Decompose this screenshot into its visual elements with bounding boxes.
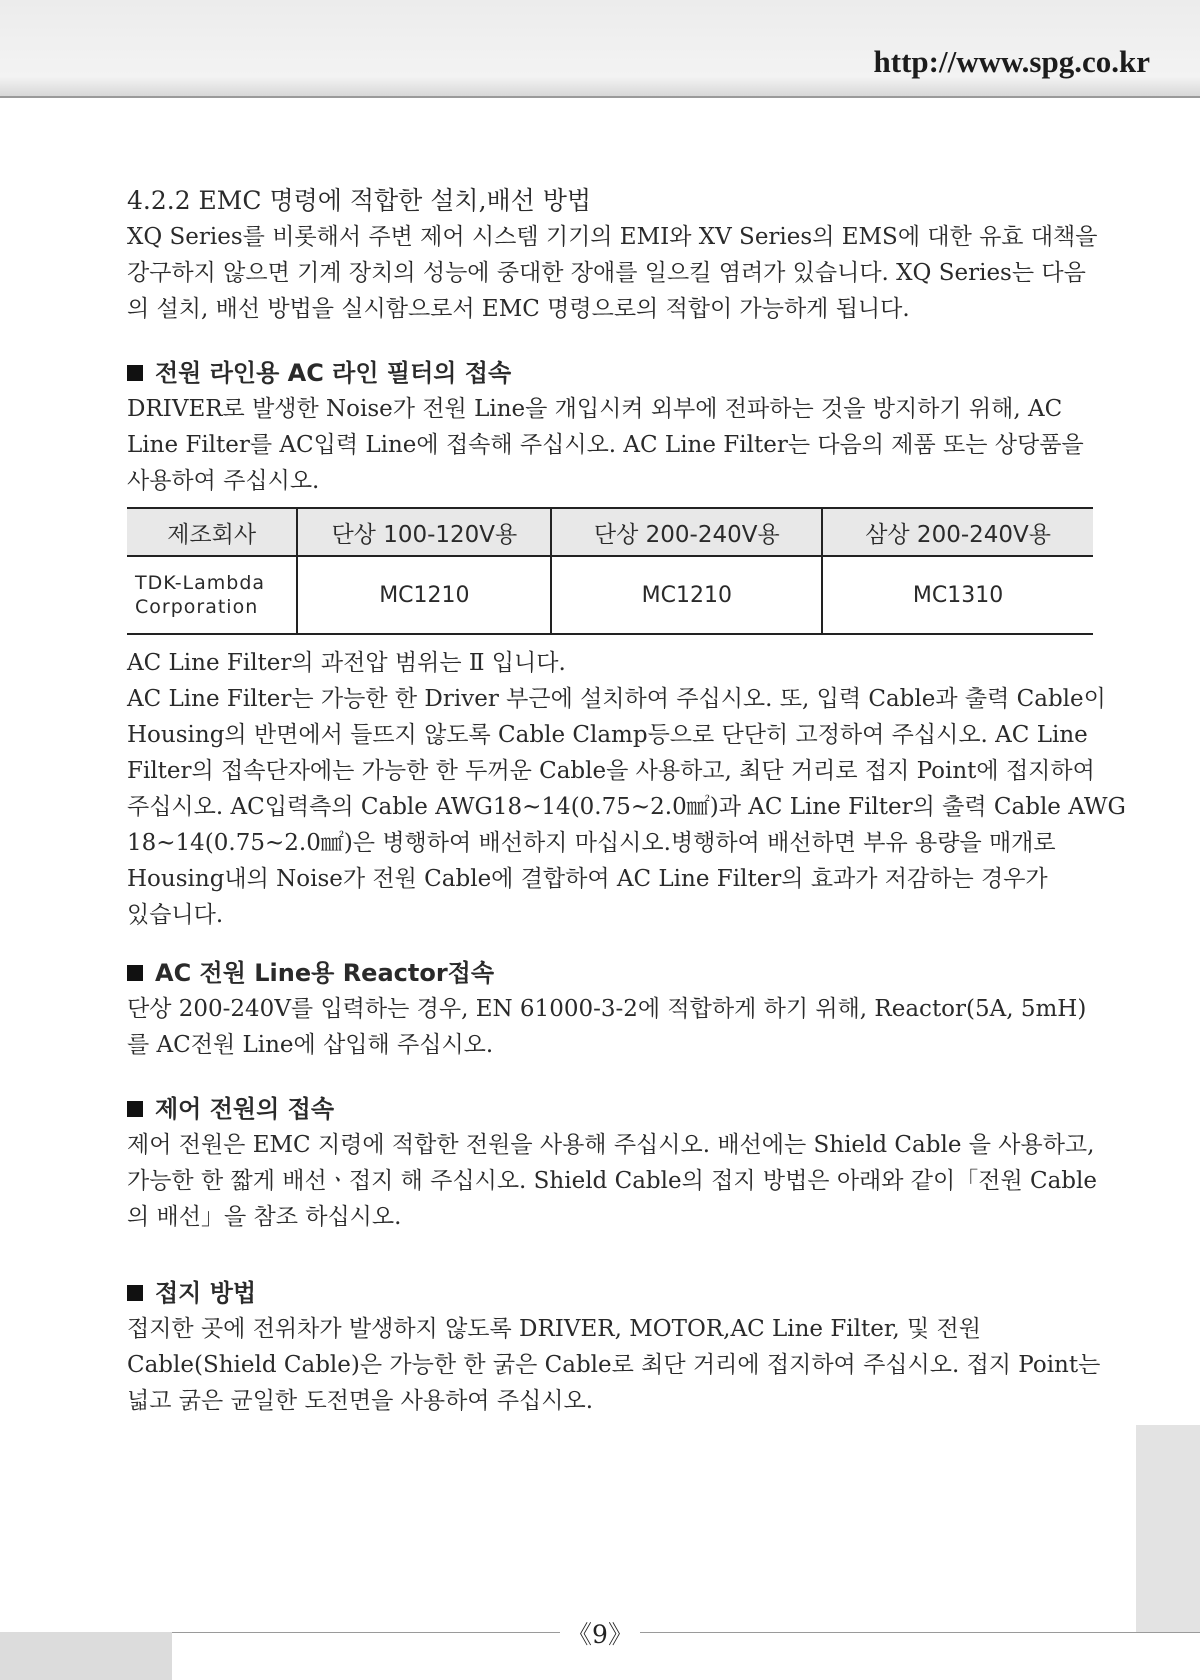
table-header-cell: 단상 100-120V용 xyxy=(297,508,551,556)
table-header-row xyxy=(127,508,1093,556)
square-bullet-icon xyxy=(127,1285,143,1301)
page-content xyxy=(127,183,1127,1419)
ground-heading-text: 접지 방법 xyxy=(155,1279,257,1307)
footer-divider xyxy=(172,1632,1200,1633)
square-bullet-icon xyxy=(127,965,143,981)
filter-heading xyxy=(127,355,1127,391)
ground-line: 넓고 굵은 균일한 도전면을 사용하여 주십시오. xyxy=(127,1388,594,1414)
table-header-cell: 단상 200-240V용 xyxy=(551,508,822,556)
filter-body-line: AC Line Filter의 과전압 범위는 Ⅱ 입니다. xyxy=(127,650,566,676)
intro-line: 의 설치, 배선 방법을 실시함으로서 EMC 명령으로의 적합이 가능하게 됩니다. xyxy=(127,296,910,322)
control-line: 의 배선」을 참조 하십시오. xyxy=(127,1204,402,1230)
square-bullet-icon xyxy=(127,1101,143,1117)
table-cell: MC1210 xyxy=(551,556,822,634)
filter-intro-line: 사용하여 주십시오. xyxy=(127,468,320,494)
page-number: 《9》 xyxy=(560,1615,640,1651)
reactor-heading-text: AC 전원 Line용 Reactor접속 xyxy=(155,959,495,987)
control-heading xyxy=(127,1091,1127,1127)
reactor-line: 를 AC전원 Line에 삽입해 주십시오. xyxy=(127,1032,494,1058)
filter-body-line: Filter의 접속단자에는 가능한 한 두꺼운 Cable을 사용하고, 최단 거리로 접지 Point에 접지하여 xyxy=(127,758,1095,784)
filter-body-line: 18~14(0.75~2.0㎟)은 병행하여 배선하지 마십시오.병행하여 배선하면 부유 용량을 매개로 xyxy=(127,830,1056,856)
intro-line: 강구하지 않으면 기계 장치의 성능에 중대한 장애를 일으킬 염려가 있습니다. XQ Series는 다음 xyxy=(127,260,1086,286)
filter-body-line: AC Line Filter는 가능한 한 Driver 부근에 설치하여 주십시오. 또, 입력 Cable과 출력 Cable이 xyxy=(127,686,1106,712)
table-row xyxy=(127,556,1093,634)
header-url: http://www.spg.co.kr xyxy=(873,44,1150,79)
reactor-line: 단상 200-240V를 입력하는 경우, EN 61000-3-2에 적합하게 하기 위해, Reactor(5A, 5mH) xyxy=(127,996,1087,1022)
table-cell: MC1310 xyxy=(822,556,1093,634)
filter-body-line: 주십시오. AC입력측의 Cable AWG18~14(0.75~2.0㎟)과 AC Line Filter의 출력 Cable AWG xyxy=(127,794,1126,820)
control-line: 제어 전원은 EMC 지령에 적합한 전원을 사용해 주십시오. 배선에는 Shield Cable 을 사용하고, xyxy=(127,1132,1095,1158)
filter-body-line: Housing의 반면에서 들뜨지 않도록 Cable Clamp등으로 단단히 고정하여 주십시오. AC Line xyxy=(127,722,1088,748)
filter-body-line: Housing내의 Noise가 전원 Cable에 결합하여 AC Line Filter의 효과가 저감하는 경우가 xyxy=(127,866,1048,892)
table-header-cell: 삼상 200-240V용 xyxy=(822,508,1093,556)
ground-line: Cable(Shield Cable)은 가능한 한 굵은 Cable로 최단 거리에 접지하여 주십시오. 접지 Point는 xyxy=(127,1352,1101,1378)
ground-line: 접지한 곳에 전위차가 발생하지 않도록 DRIVER, MOTOR,AC Line Filter, 및 전원 xyxy=(127,1316,981,1342)
filter-intro-line: Line Filter를 AC입력 Line에 접속해 주십시오. AC Line Filter는 다음의 제품 또는 상당품을 xyxy=(127,432,1084,458)
filter-heading-text: 전원 라인용 AC 라인 필터의 접속 xyxy=(155,359,512,387)
table-header-cell: 제조회사 xyxy=(127,508,297,556)
filter-table xyxy=(127,507,1093,635)
table-cell: MC1210 xyxy=(297,556,551,634)
maker-name: Corporation xyxy=(135,596,259,618)
footer-side-tab xyxy=(1136,1425,1200,1633)
reactor-heading xyxy=(127,955,1127,991)
section-title: 4.2.2 EMC 명령에 적합한 설치,배선 방법 xyxy=(127,186,592,215)
square-bullet-icon xyxy=(127,365,143,381)
ground-heading xyxy=(127,1275,1127,1311)
footer-left-block xyxy=(0,1632,172,1680)
maker-cell xyxy=(127,556,297,634)
control-line: 가능한 한 짧게 배선ㆍ접지 해 주십시오. Shield Cable의 접지 방법은 아래와 같이「전원 Cable xyxy=(127,1168,1097,1194)
maker-name: TDK-Lambda xyxy=(135,572,266,594)
filter-body-line: 있습니다. xyxy=(127,902,224,928)
header-bar xyxy=(0,0,1200,98)
intro-line: XQ Series를 비롯해서 주변 제어 시스템 기기의 EMI와 XV Series의 EMS에 대한 유효 대책을 xyxy=(127,224,1098,250)
control-heading-text: 제어 전원의 접속 xyxy=(155,1095,334,1123)
filter-intro-line: DRIVER로 발생한 Noise가 전원 Line을 개입시켜 외부에 전파하는 것을 방지하기 위해, AC xyxy=(127,396,1063,422)
